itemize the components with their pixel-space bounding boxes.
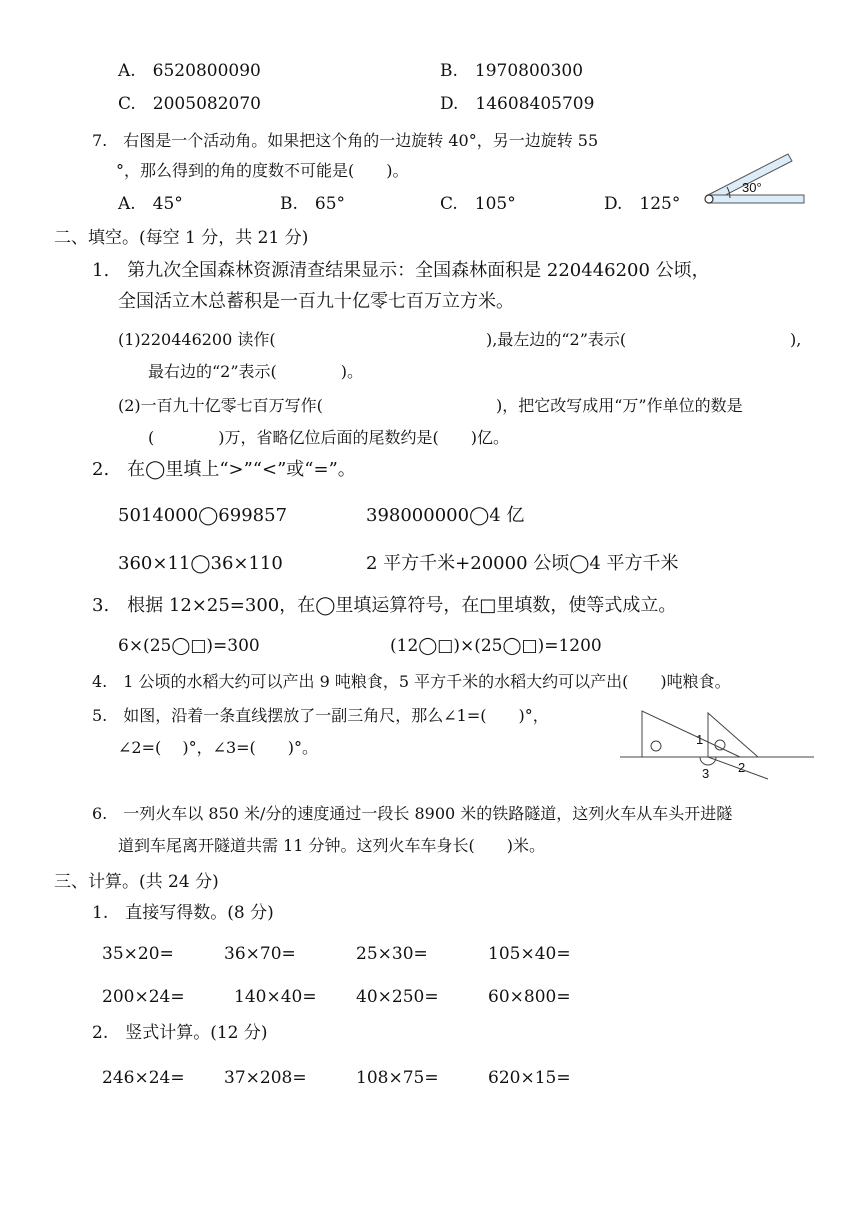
section3-heading: 三、计算。(共 24 分): [54, 872, 219, 892]
s3-q2-title: 2. 竖式计算。(12 分): [92, 1023, 268, 1043]
option-a: A. 6520800090: [118, 61, 261, 81]
option-c: C. 2005082070: [118, 94, 261, 114]
s2-q1-sub2-a: (2)一百九十亿零七百万写作(: [118, 396, 323, 415]
calc-item: 140×40=: [234, 987, 317, 1007]
s2-q1-sub2-b: )，把它改写成用“万”作单位的数是: [496, 396, 743, 415]
s2-q3-b: (12◯□)×(25◯□)=1200: [390, 636, 602, 656]
vertical-calc-item: 37×208=: [224, 1068, 307, 1088]
option-d: D. 14608405709: [440, 94, 595, 114]
q7-text-line1: 7. 右图是一个活动角。如果把这个角的一边旋转 40°，另一边旋转 55: [92, 131, 599, 150]
q7-option-d: D. 125°: [604, 194, 681, 214]
calc-item: 25×30=: [356, 944, 428, 964]
s2-q2-b: 398000000◯4 亿: [366, 505, 525, 526]
option-b: B. 1970800300: [440, 61, 584, 81]
s3-q1-title: 1. 直接写得数。(8 分): [92, 903, 274, 923]
s2-q2-title: 2. 在◯里填上“>”“<”或“=”。: [92, 459, 356, 480]
calc-item: 105×40=: [488, 944, 571, 964]
s2-q2-a: 5014000◯699857: [118, 505, 288, 526]
s2-q6-line2: 道到车尾离开隧道共需 11 分钟。这列火车车身长( )米。: [118, 836, 546, 855]
s2-q1-sub1-line2: 最右边的“2”表示( )。: [148, 362, 364, 381]
s2-q1-sub1-a: (1)220446200 读作(: [118, 330, 276, 349]
q7-option-a: A. 45°: [118, 194, 183, 214]
s2-q6-line1: 6. 一列火车以 850 米/分的速度通过一段长 8900 米的铁路隧道，这列火车从车头开进隧: [92, 804, 733, 823]
calc-item: 60×800=: [488, 987, 571, 1007]
vertical-calc-item: 108×75=: [356, 1068, 439, 1088]
s2-q3-title: 3. 根据 12×25=300，在◯里填运算符号，在□里填数，使等式成立。: [92, 595, 677, 616]
calc-item: 200×24=: [102, 987, 185, 1007]
s2-q4: 4. 1 公顷的水稻大约可以产出 9 吨粮食，5 平方千米的水稻大约可以产出( )吨粮食。: [92, 672, 731, 691]
calc-item: 35×20=: [102, 944, 174, 964]
calc-item: 36×70=: [224, 944, 296, 964]
q7-text-line2: °，那么得到的角的度数不可能是( )。: [116, 161, 409, 180]
s2-q2-d: 2 平方千米+20000 公顷◯4 平方千米: [366, 553, 679, 574]
s2-q5-line1: 5. 如图，沿着一条直线摆放了一副三角尺，那么∠1=( )°，: [92, 706, 549, 725]
s2-q1-sub1-c: ),: [790, 330, 802, 349]
angle-label: 30°: [742, 180, 762, 195]
vertical-calc-item: 246×24=: [102, 1068, 185, 1088]
s2-q1-line1: 1. 第九次全国森林资源清查结果显示：全国森林面积是 220446200 公顷，: [92, 260, 710, 281]
s2-q1-sub2-line2: ( )万，省略亿位后面的尾数约是( )亿。: [148, 428, 509, 447]
s2-q1-sub1-b: ),最左边的“2”表示(: [486, 330, 627, 349]
section2-heading: 二、填空。(每空 1 分，共 21 分): [54, 228, 309, 248]
calc-item: 40×250=: [356, 987, 439, 1007]
vertical-calc-item: 620×15=: [488, 1068, 571, 1088]
angle-2-label: 2: [738, 760, 746, 775]
angle-3-label: 3: [702, 766, 710, 781]
s2-q1-line2: 全国活立木总蓄积是一百九十亿零七百万立方米。: [118, 291, 514, 312]
s2-q2-c: 360×11◯36×110: [118, 553, 283, 574]
s2-q5-line2: ∠2=( )°，∠3=( )°。: [118, 738, 319, 757]
angle-1-label: 1: [696, 732, 704, 747]
movable-angle-figure: [700, 148, 810, 210]
s2-q3-a: 6×(25◯□)=300: [118, 636, 260, 656]
q7-option-c: C. 105°: [440, 194, 516, 214]
set-square-figure: [618, 705, 818, 787]
q7-option-b: B. 65°: [280, 194, 346, 214]
